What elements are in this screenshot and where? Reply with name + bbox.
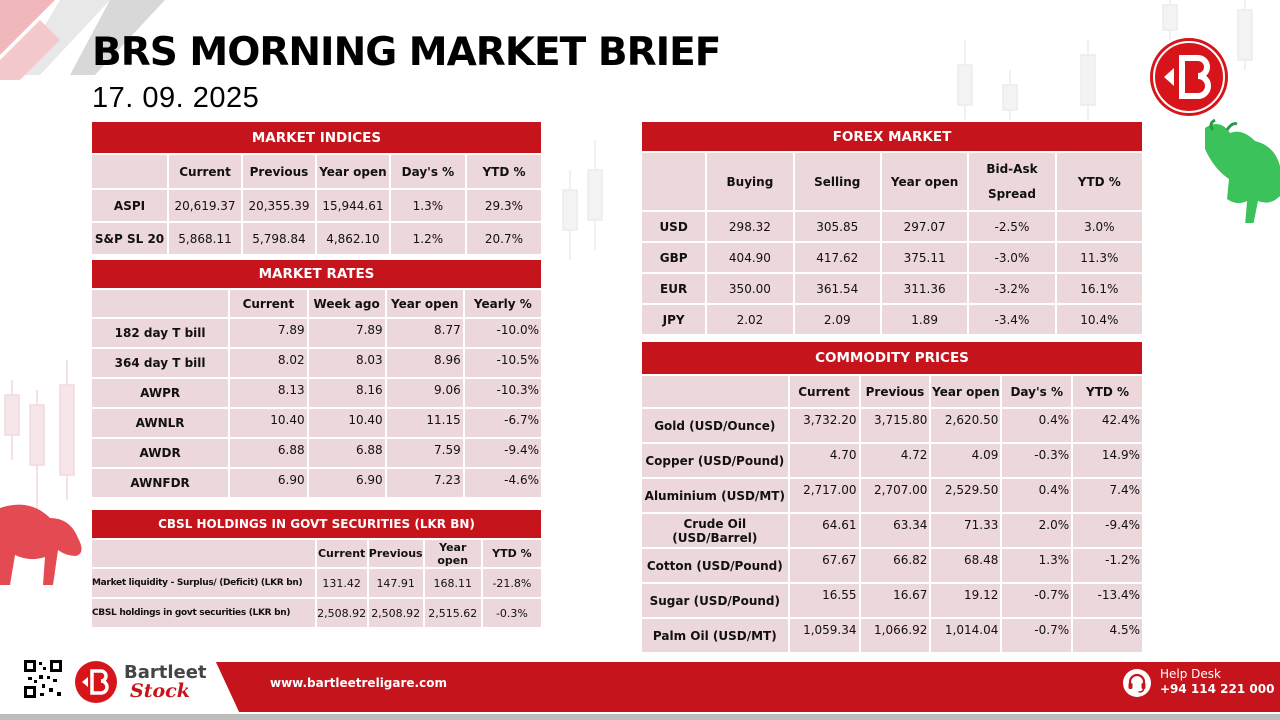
cell-value: 2,529.50: [931, 479, 1000, 512]
market-indices-table: [90, 120, 543, 256]
cell-value: -2.5%: [969, 212, 1054, 241]
cell-value: 350.00: [707, 274, 792, 303]
table-row: [92, 569, 541, 597]
row-label: Palm Oil (USD/MT): [642, 619, 788, 652]
report-date: 17. 09. 2025: [92, 82, 260, 114]
brand-name: Bartleet: [124, 662, 207, 683]
cell-value: -0.3%: [483, 599, 541, 627]
page-title: BRS MORNING MARKET BRIEF: [92, 30, 721, 75]
row-label: AWNFDR: [92, 469, 228, 497]
column-header: Current: [790, 376, 859, 407]
cell-value: 375.11: [882, 243, 967, 272]
cell-value: 311.36: [882, 274, 967, 303]
forex-market-table: [640, 120, 1144, 336]
cell-value: 361.54: [795, 274, 880, 303]
cell-value: 0.4%: [1002, 479, 1071, 512]
forex-market-title: FOREX MARKET: [642, 122, 1142, 151]
help-desk-phone[interactable]: +94 114 221 000: [1160, 682, 1275, 696]
column-header: [642, 376, 788, 407]
cell-value: 2.02: [707, 305, 792, 334]
column-header: Week ago: [309, 290, 385, 317]
cell-value: 8.02: [230, 349, 306, 377]
cell-value: 2,515.62: [425, 599, 481, 627]
row-label: Sugar (USD/Pound): [642, 584, 788, 617]
cell-value: 68.48: [931, 549, 1000, 582]
cell-value: 64.61: [790, 514, 859, 547]
cell-value: 2,620.50: [931, 409, 1000, 442]
cell-value: -10.5%: [465, 349, 541, 377]
cell-value: 8.96: [387, 349, 463, 377]
cbsl-holdings-table: [90, 508, 543, 629]
cell-value: 2,508.92: [317, 599, 367, 627]
cell-value: 2.0%: [1002, 514, 1071, 547]
cell-value: 67.67: [790, 549, 859, 582]
row-label: 182 day T bill: [92, 319, 228, 347]
cell-value: 6.88: [230, 439, 306, 467]
cell-value: 7.23: [387, 469, 463, 497]
row-label: GBP: [642, 243, 705, 272]
row-label: Cotton (USD/Pound): [642, 549, 788, 582]
cell-value: -0.3%: [1002, 444, 1071, 477]
row-label: AWDR: [92, 439, 228, 467]
cell-value: 16.67: [861, 584, 930, 617]
cell-value: 1,059.34: [790, 619, 859, 652]
row-label: Market liquidity - Surplus/ (Deficit) (LKR bn): [92, 569, 315, 597]
cell-value: 1.3%: [391, 190, 465, 221]
row-label: USD: [642, 212, 705, 241]
column-header: Day's %: [391, 155, 465, 188]
cell-value: 4.70: [790, 444, 859, 477]
cell-value: 1.89: [882, 305, 967, 334]
cell-value: -3.2%: [969, 274, 1054, 303]
row-label: AWPR: [92, 379, 228, 407]
column-header: YTD %: [1057, 153, 1142, 210]
cell-value: 7.4%: [1073, 479, 1142, 512]
cell-value: 11.3%: [1057, 243, 1142, 272]
cell-value: -6.7%: [465, 409, 541, 437]
column-header: Year open: [387, 290, 463, 317]
column-header: [92, 155, 167, 188]
column-header: YTD %: [467, 155, 541, 188]
row-label: S&P SL 20: [92, 223, 167, 254]
column-header: YTD %: [483, 540, 541, 567]
row-label: EUR: [642, 274, 705, 303]
cell-value: -3.0%: [969, 243, 1054, 272]
cell-value: 131.42: [317, 569, 367, 597]
row-label: CBSL holdings in govt securities (LKR bn): [92, 599, 315, 627]
row-label: Crude Oil (USD/Barrel): [642, 514, 788, 547]
cell-value: 2,508.92: [369, 599, 423, 627]
cell-value: 404.90: [707, 243, 792, 272]
cell-value: 16.55: [790, 584, 859, 617]
cell-value: -4.6%: [465, 469, 541, 497]
brand-subname: Stock: [130, 680, 190, 702]
cell-value: 14.9%: [1073, 444, 1142, 477]
column-header: Current: [230, 290, 306, 317]
table-row: [92, 599, 541, 627]
commodity-prices-table: [640, 340, 1144, 654]
cell-value: 63.34: [861, 514, 930, 547]
market-rates-table: [90, 258, 543, 499]
table-row: [642, 619, 1142, 652]
cell-value: 2,707.00: [861, 479, 930, 512]
cell-value: -13.4%: [1073, 584, 1142, 617]
cell-value: 8.77: [387, 319, 463, 347]
table-row: [92, 190, 541, 221]
column-header: Current: [169, 155, 241, 188]
cell-value: 42.4%: [1073, 409, 1142, 442]
row-label: JPY: [642, 305, 705, 334]
cell-value: 7.59: [387, 439, 463, 467]
column-header: [642, 153, 705, 210]
bartleet-logo-icon: [74, 660, 118, 704]
cell-value: 1.3%: [1002, 549, 1071, 582]
table-row: [92, 223, 541, 254]
column-header: Current: [317, 540, 367, 567]
table-row: [92, 469, 541, 497]
column-header: [92, 290, 228, 317]
table-row: [92, 319, 541, 347]
cell-value: 2,717.00: [790, 479, 859, 512]
column-header: Year open: [425, 540, 481, 567]
cell-value: 6.90: [230, 469, 306, 497]
cell-value: 20,619.37: [169, 190, 241, 221]
table-row: [642, 514, 1142, 547]
table-row: [642, 274, 1142, 303]
cell-value: 16.1%: [1057, 274, 1142, 303]
qr-code-icon: [22, 658, 64, 700]
column-header: Year open: [317, 155, 389, 188]
cell-value: -0.7%: [1002, 584, 1071, 617]
headset-icon: [1122, 668, 1152, 698]
column-header: Bid-Ask Spread: [969, 153, 1054, 210]
market-indices-title: MARKET INDICES: [92, 122, 541, 153]
cbsl-holdings-title: CBSL HOLDINGS IN GOVT SECURITIES (LKR BN): [92, 510, 541, 538]
table-row: [642, 212, 1142, 241]
cell-value: 3,732.20: [790, 409, 859, 442]
commodity-prices-title: COMMODITY PRICES: [642, 342, 1142, 374]
table-row: [642, 409, 1142, 442]
cell-value: 298.32: [707, 212, 792, 241]
cell-value: 5,868.11: [169, 223, 241, 254]
cell-value: 1.2%: [391, 223, 465, 254]
cell-value: 7.89: [309, 319, 385, 347]
row-label: 364 day T bill: [92, 349, 228, 377]
row-label: Aluminium (USD/MT): [642, 479, 788, 512]
cell-value: 297.07: [882, 212, 967, 241]
row-label: ASPI: [92, 190, 167, 221]
column-header: Selling: [795, 153, 880, 210]
cell-value: 3,715.80: [861, 409, 930, 442]
cell-value: 15,944.61: [317, 190, 389, 221]
row-label: AWNLR: [92, 409, 228, 437]
cell-value: 20.7%: [467, 223, 541, 254]
bear-icon: [0, 500, 85, 595]
brand-logo-icon: [1150, 38, 1228, 116]
help-desk-label: Help Desk: [1160, 667, 1221, 681]
website-link[interactable]: www.bartleetreligare.com: [270, 676, 447, 690]
table-row: [92, 409, 541, 437]
table-row: [92, 379, 541, 407]
row-label: Copper (USD/Pound): [642, 444, 788, 477]
cell-value: 10.4%: [1057, 305, 1142, 334]
table-row: [642, 243, 1142, 272]
column-header: Previous: [243, 155, 315, 188]
cell-value: 20,355.39: [243, 190, 315, 221]
cell-value: 4.72: [861, 444, 930, 477]
table-row: [92, 439, 541, 467]
cell-value: 6.90: [309, 469, 385, 497]
cell-value: 10.40: [230, 409, 306, 437]
cell-value: 1,014.04: [931, 619, 1000, 652]
cell-value: 1,066.92: [861, 619, 930, 652]
column-header: Previous: [369, 540, 423, 567]
cell-value: 2.09: [795, 305, 880, 334]
column-header: Year open: [931, 376, 1000, 407]
cell-value: 71.33: [931, 514, 1000, 547]
column-header: Previous: [861, 376, 930, 407]
cell-value: 4,862.10: [317, 223, 389, 254]
cell-value: -0.7%: [1002, 619, 1071, 652]
cell-value: -9.4%: [1073, 514, 1142, 547]
cell-value: -10.0%: [465, 319, 541, 347]
cell-value: 9.06: [387, 379, 463, 407]
table-row: [642, 444, 1142, 477]
cell-value: 8.03: [309, 349, 385, 377]
column-header: Yearly %: [465, 290, 541, 317]
table-row: [642, 584, 1142, 617]
cell-value: 19.12: [931, 584, 1000, 617]
cell-value: 8.16: [309, 379, 385, 407]
table-row: [92, 349, 541, 377]
column-header: YTD %: [1073, 376, 1142, 407]
cell-value: 4.09: [931, 444, 1000, 477]
cell-value: 7.89: [230, 319, 306, 347]
market-rates-title: MARKET RATES: [92, 260, 541, 288]
column-header: Year open: [882, 153, 967, 210]
cell-value: -3.4%: [969, 305, 1054, 334]
table-row: [642, 305, 1142, 334]
row-label: Gold (USD/Ounce): [642, 409, 788, 442]
column-header: [92, 540, 315, 567]
cell-value: 6.88: [309, 439, 385, 467]
cell-value: 5,798.84: [243, 223, 315, 254]
table-row: [642, 479, 1142, 512]
cell-value: -10.3%: [465, 379, 541, 407]
cell-value: 66.82: [861, 549, 930, 582]
cell-value: 0.4%: [1002, 409, 1071, 442]
cell-value: -21.8%: [483, 569, 541, 597]
cell-value: 3.0%: [1057, 212, 1142, 241]
cell-value: -9.4%: [465, 439, 541, 467]
cell-value: -1.2%: [1073, 549, 1142, 582]
cell-value: 168.11: [425, 569, 481, 597]
cell-value: 305.85: [795, 212, 880, 241]
cell-value: 10.40: [309, 409, 385, 437]
cell-value: 4.5%: [1073, 619, 1142, 652]
cell-value: 11.15: [387, 409, 463, 437]
table-row: [642, 549, 1142, 582]
bull-icon: [1205, 118, 1280, 223]
cell-value: 8.13: [230, 379, 306, 407]
column-header: Day's %: [1002, 376, 1071, 407]
cell-value: 29.3%: [467, 190, 541, 221]
cell-value: 147.91: [369, 569, 423, 597]
cell-value: 417.62: [795, 243, 880, 272]
column-header: Buying: [707, 153, 792, 210]
